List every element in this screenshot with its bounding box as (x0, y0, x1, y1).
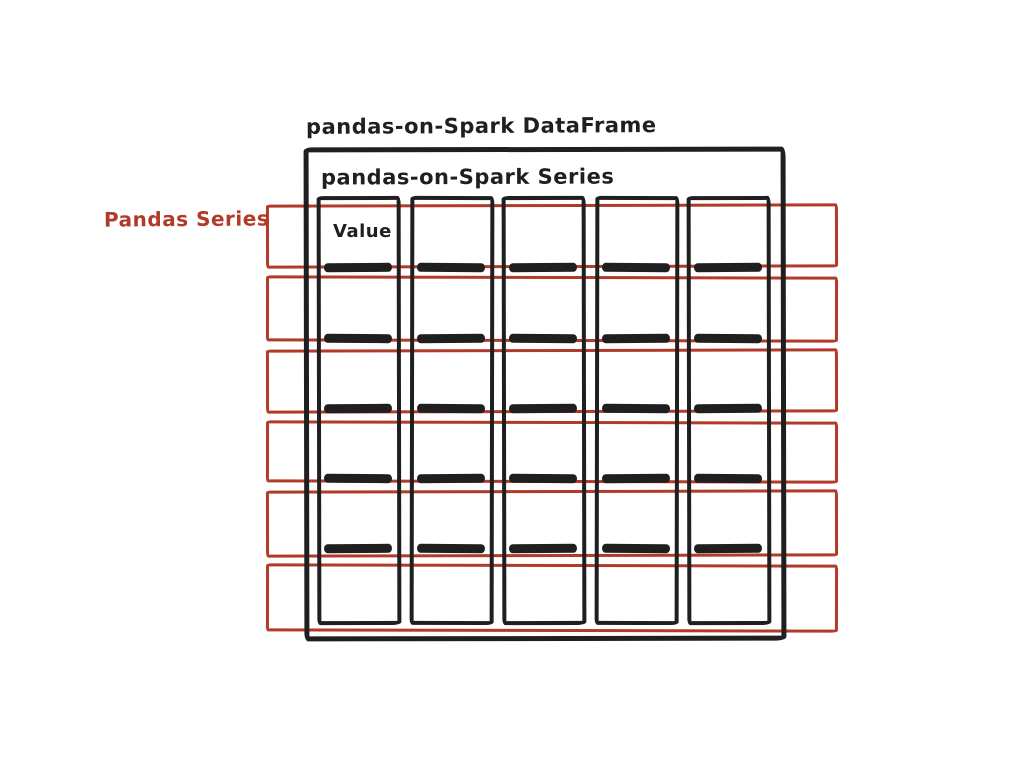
cell-divider-bar (417, 334, 485, 343)
cell-divider-bar (694, 263, 762, 272)
cell-divider-bar (417, 263, 485, 272)
cell-divider-bar (694, 404, 762, 413)
cell-divider-bar (694, 544, 762, 553)
cell-divider-bar (602, 334, 670, 343)
cell-divider-bar (602, 404, 670, 413)
cell-divider-bar (324, 474, 392, 483)
cell-divider-bar (324, 263, 392, 272)
cell-divider-bar (417, 474, 485, 483)
cell-divider-bar (602, 263, 670, 272)
cell-divider-bar (417, 544, 485, 553)
cell-divider-bar (324, 334, 392, 343)
pandas-series-label: Pandas Series (103, 206, 270, 232)
cell-divider-bar (602, 544, 670, 553)
cell-divider-bar (694, 334, 762, 343)
cell-divider-bar (509, 544, 577, 553)
cell-divider-bar (417, 404, 485, 413)
cell-divider-bar (509, 263, 577, 272)
value-cell-label: Value (333, 221, 392, 242)
cell-divider-bar (509, 474, 577, 483)
cell-divider-bar (694, 474, 762, 483)
cell-divider-bar (509, 404, 577, 413)
cell-divider-bar (509, 334, 577, 343)
cell-divider-bar (324, 544, 392, 553)
dataframe-title: pandas-on-Spark DataFrame (305, 113, 657, 139)
cell-divider-bar (324, 404, 392, 413)
cell-divider-bar (602, 474, 670, 483)
spark-series-title: pandas-on-Spark Series (320, 164, 615, 190)
